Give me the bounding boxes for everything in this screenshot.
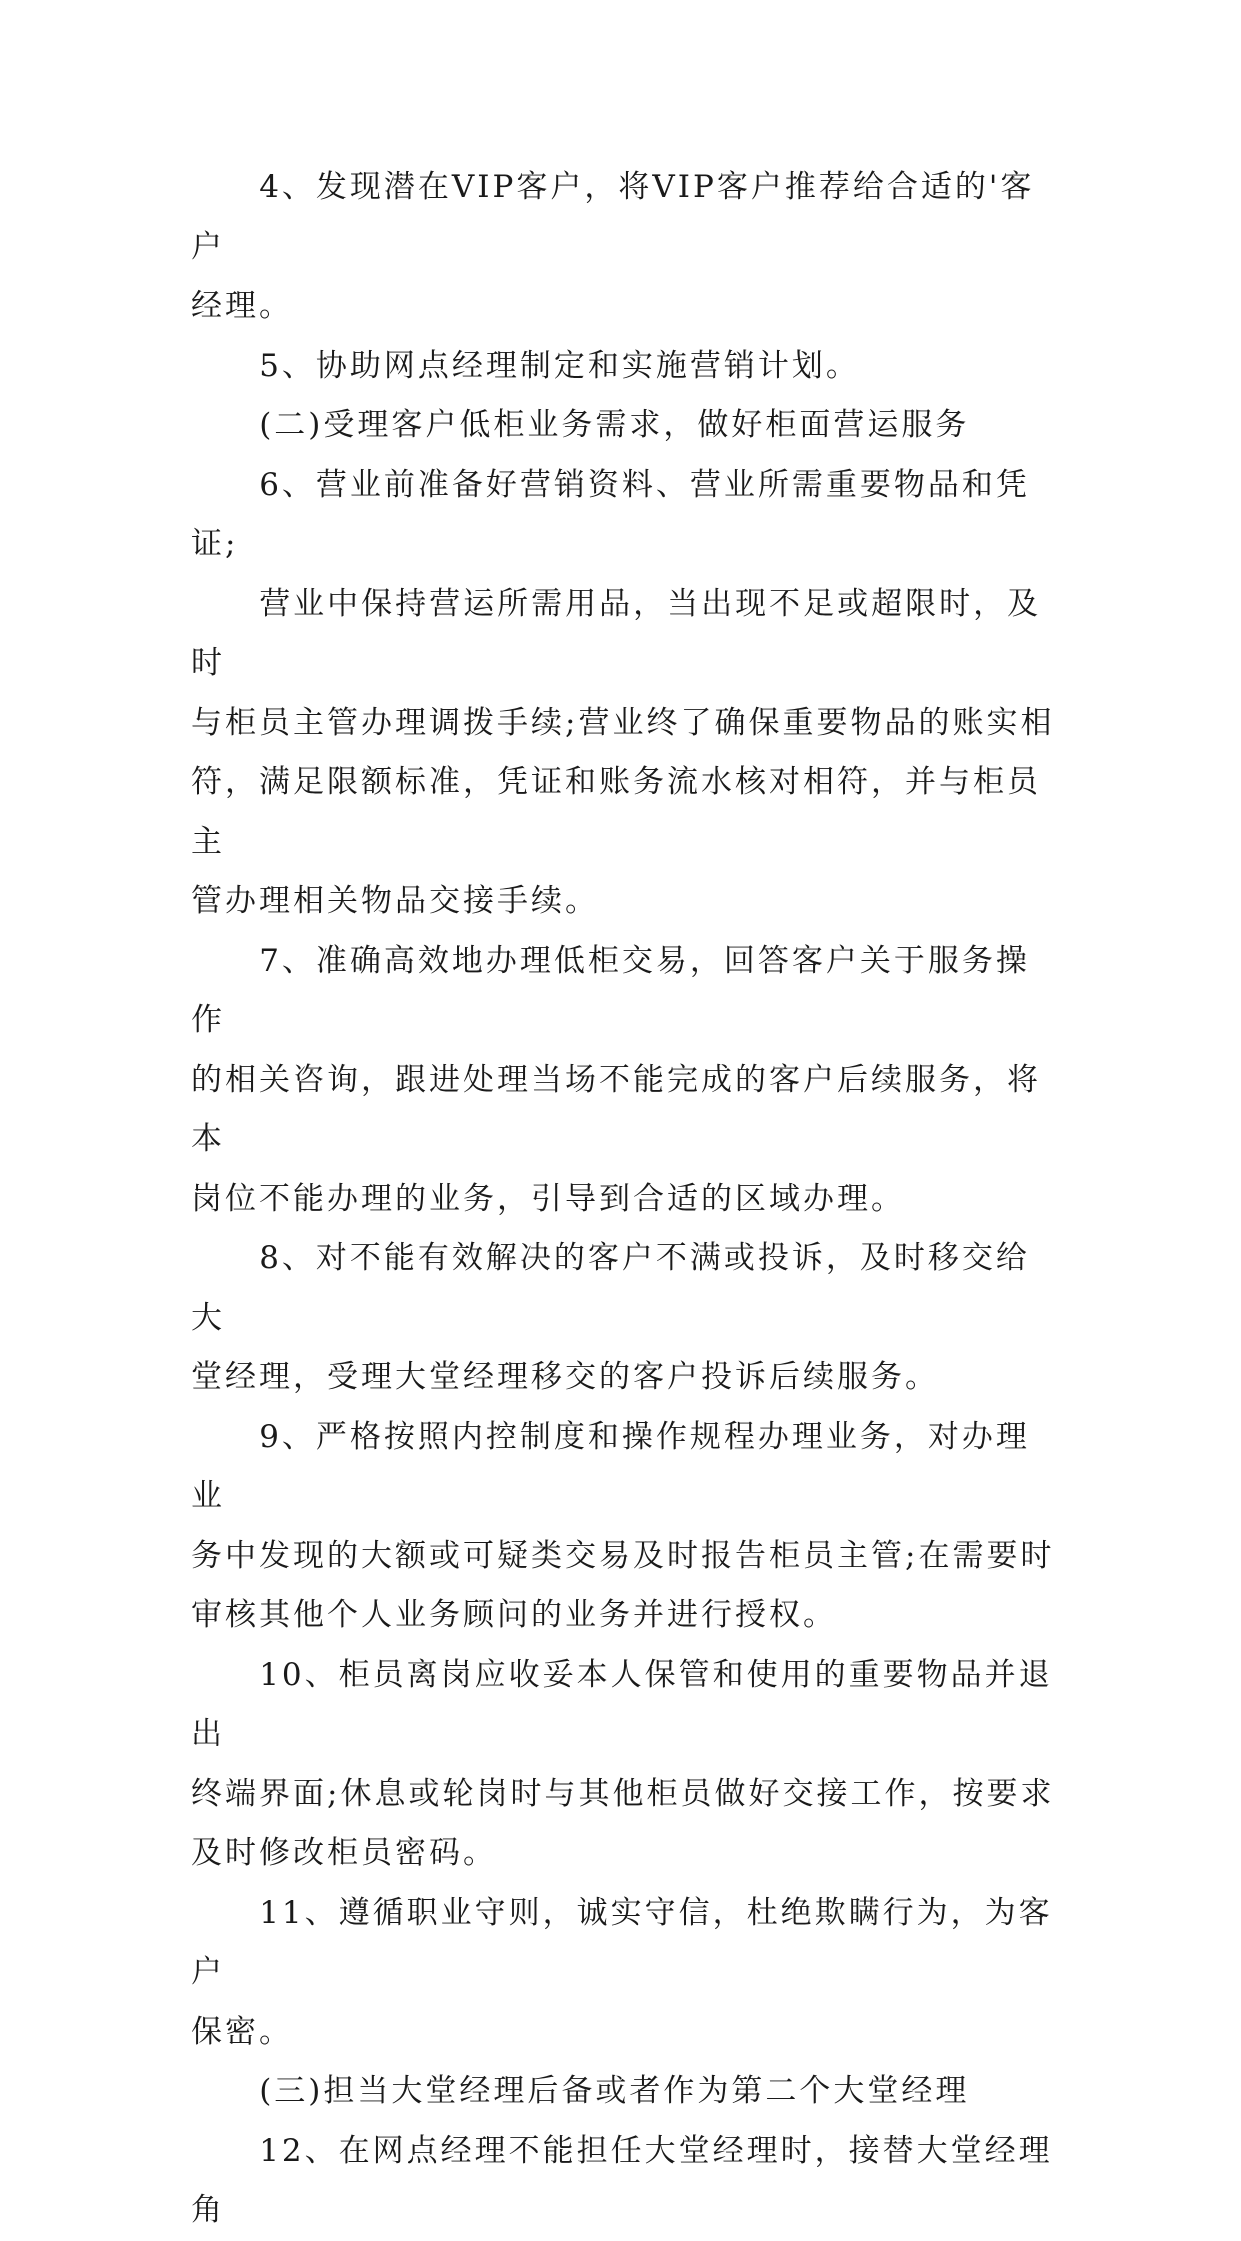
section-heading: (三)担当大堂经理后备或者作为第二个大堂经理: [259, 2073, 970, 2109]
text-line: 审核其他个人业务顾问的业务并进行授权。: [191, 1597, 837, 1633]
text-line: 9、严格按照内控制度和操作规程办理业务，对办理业: [191, 1418, 1030, 1514]
text-line: 终端界面;休息或轮岗时与其他柜员做好交接工作，按要求: [191, 1775, 1055, 1812]
text-line: 岗位不能办理的业务，引导到合适的区域办理。: [191, 1180, 905, 1217]
text-line: 8、对不能有效解决的客户不满或投诉，及时移交给大: [191, 1240, 1030, 1336]
text-line: 保密。: [191, 2013, 293, 2050]
section-heading: (二)受理客户低柜业务需求，做好柜面营运服务: [259, 407, 970, 443]
text-line: 7、准确高效地办理低柜交易，回答客户关于服务操作: [191, 942, 1030, 1038]
text-line: 及时修改柜员密码。: [191, 1835, 497, 1871]
text-line: 务中发现的大额或可疑类交易及时报告柜员主管;在需要时: [191, 1537, 1055, 1574]
text-line: 管办理相关物品交接手续。: [191, 883, 599, 919]
text-line: 与柜员主管办理调拨手续;营业终了确保重要物品的账实相: [191, 704, 1055, 741]
text-line: 的相关咨询，跟进处理当场不能完成的客户后续服务，将本: [191, 1061, 1041, 1157]
text-line: 营业中保持营运所需用品，当出现不足或超限时，及时: [191, 585, 1042, 681]
text-line: 符，满足限额标准，凭证和账务流水核对相符，并与柜员主: [191, 764, 1041, 860]
text-line: 5、协助网点经理制定和实施营销计划。: [259, 347, 860, 384]
text-line: 12、在网点经理不能担任大堂经理时，接替大堂经理角: [191, 2132, 1053, 2228]
text-line: 10、柜员离岗应收妥本人保管和使用的重要物品并退出: [191, 1656, 1053, 1752]
text-line: 6、营业前准备好营销资料、营业所需重要物品和凭证;: [191, 466, 1030, 562]
text-line: 11、遵循职业守则，诚实守信，杜绝欺瞒行为，为客户: [191, 1894, 1053, 1990]
text-line: 经理。: [191, 288, 293, 324]
text-line: 堂经理，受理大堂经理移交的客户投诉后续服务。: [191, 1359, 939, 1395]
document-body: [191, 158, 1061, 2241]
text-line: 4、发现潜在VIP客户，将VIP客户推荐给合适的'客户: [191, 169, 1035, 265]
